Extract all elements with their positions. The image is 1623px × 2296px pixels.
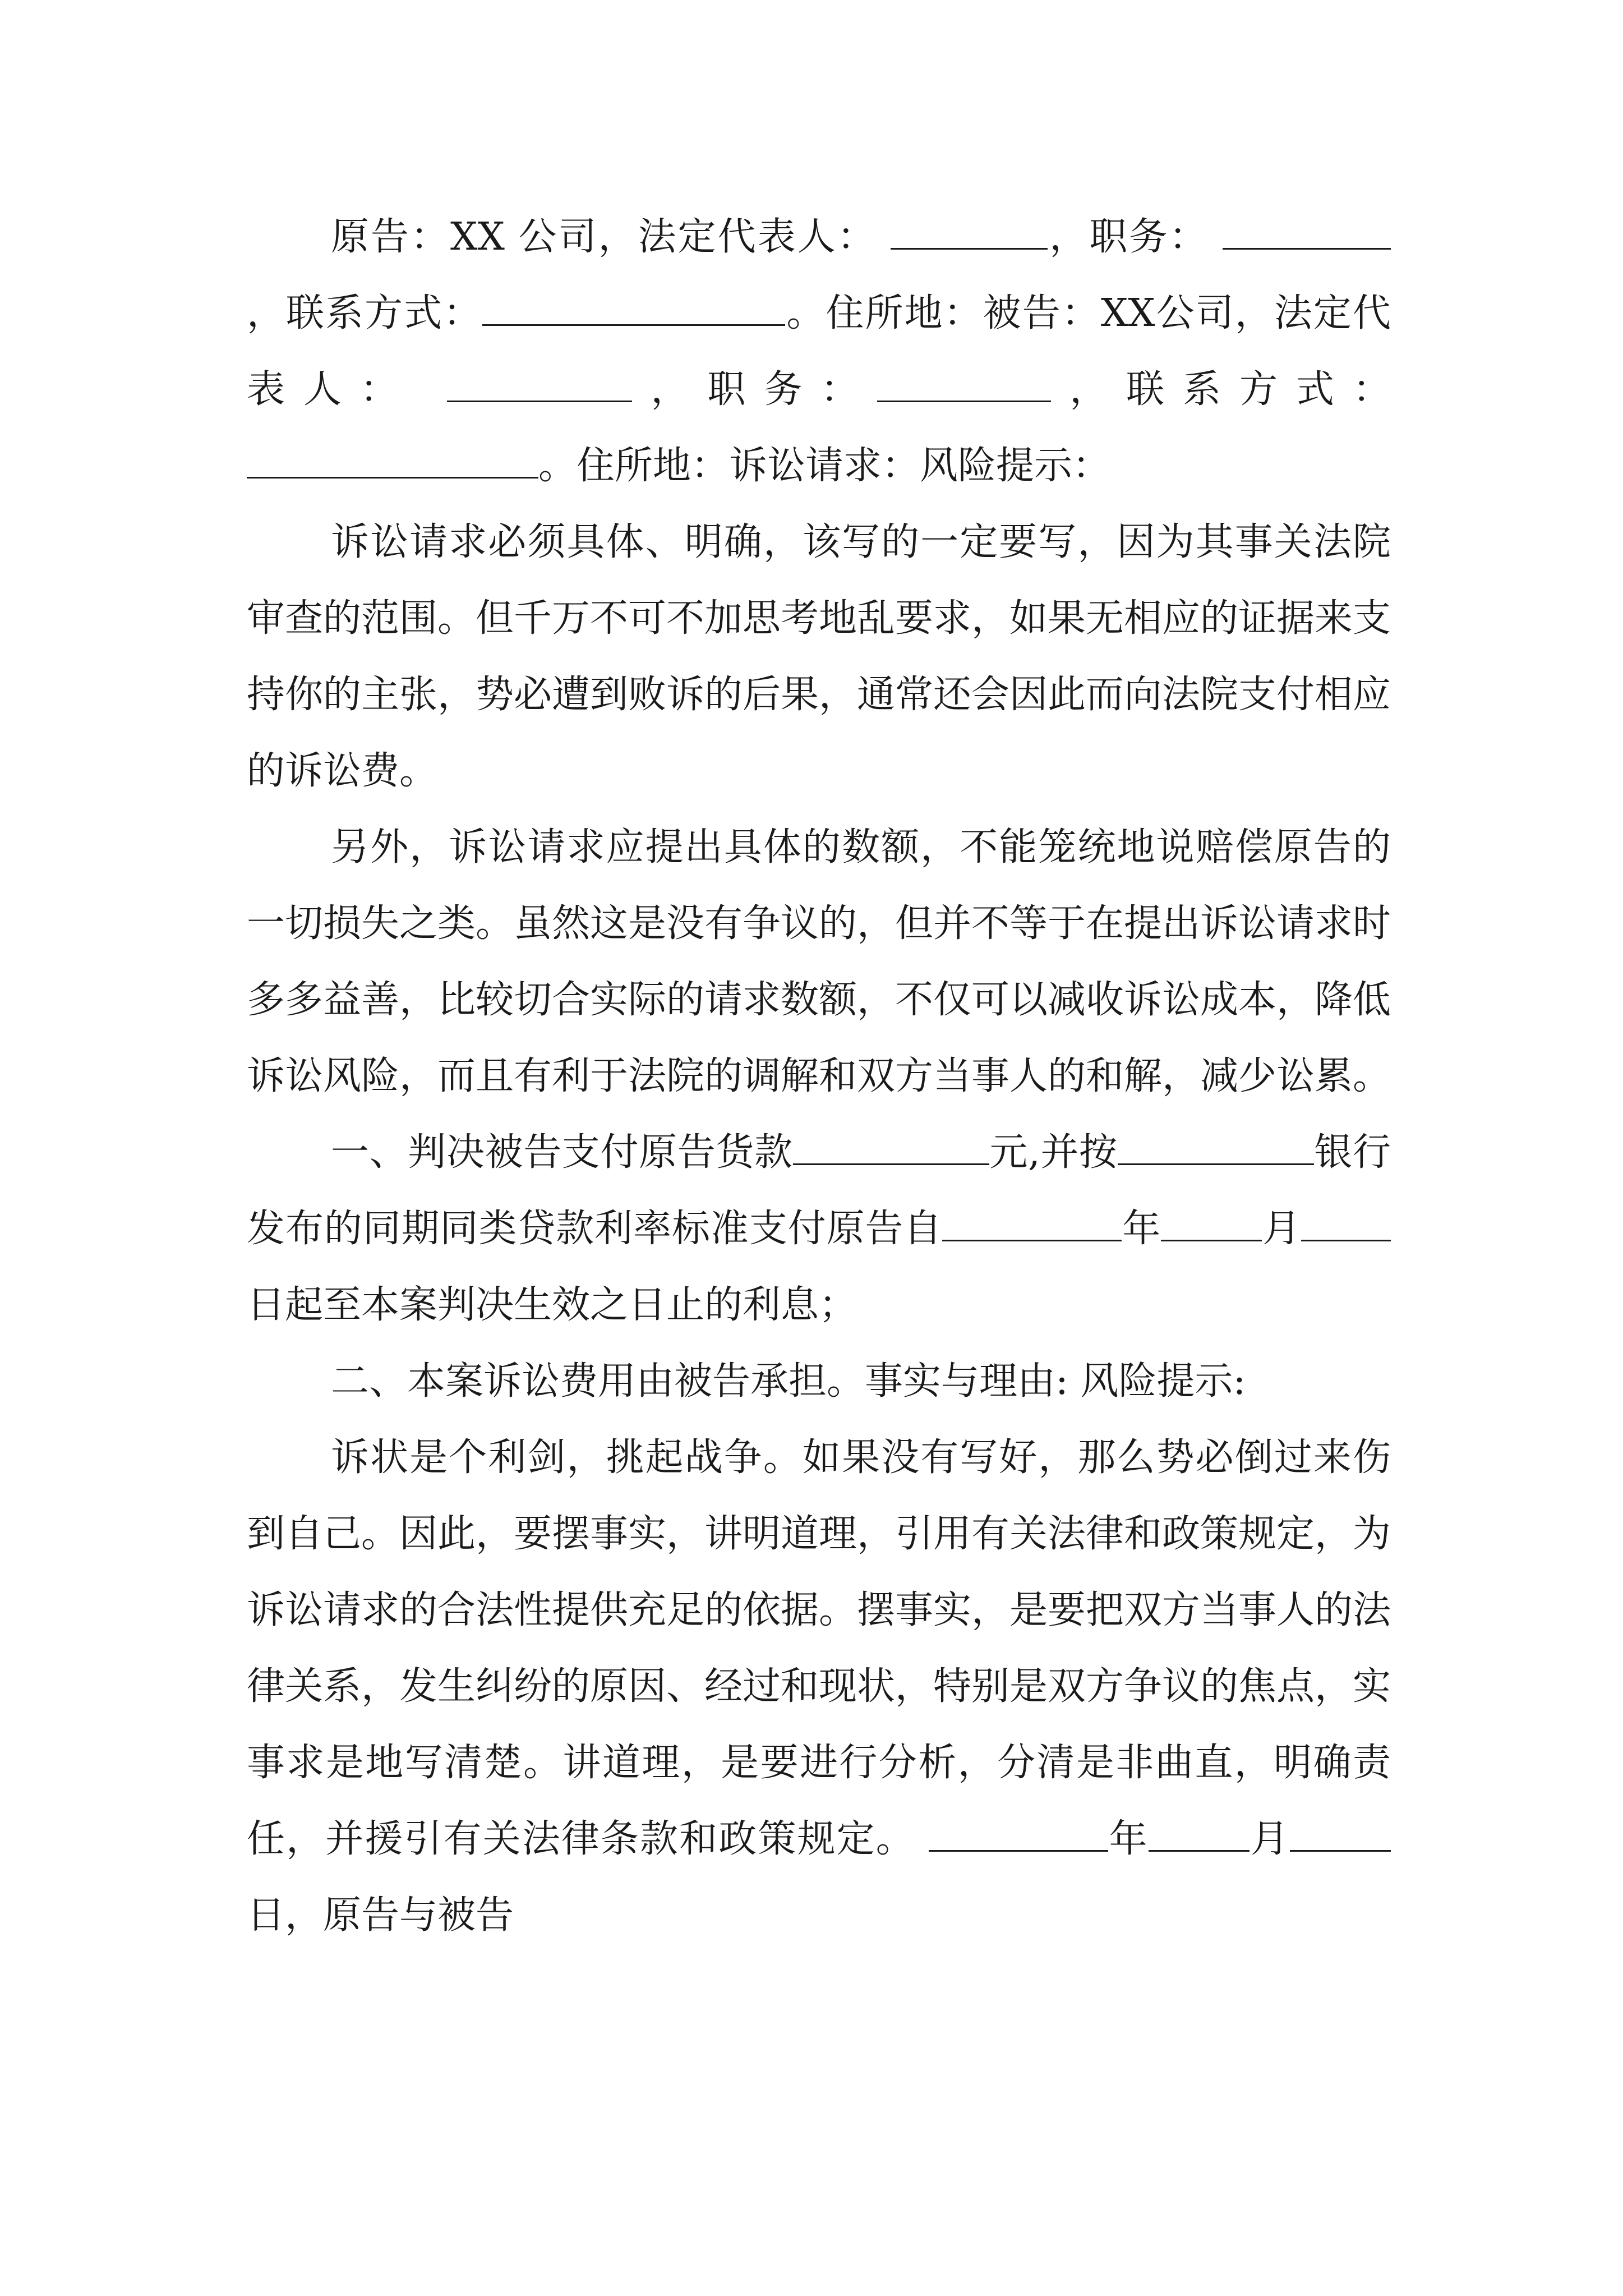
blank-facts-day — [1290, 1816, 1391, 1852]
blank-defendant-representative — [447, 367, 632, 402]
blank-defendant-contact — [247, 443, 538, 478]
paragraph-claims-advice: 诉讼请求必须具体、明确，该写的一定要写，因为其事关法院审查的范围。但千万不可不加思考地乱要求，如果无相应的证据来支持你的主张，势必遭到败诉的后果，通常还会因此而向法院支付相应的诉讼费。 — [247, 520, 1391, 793]
facts-text-2: 日，原告与被告 — [247, 1893, 514, 1938]
document-body — [247, 199, 1391, 1954]
blank-plaintiff-position — [1223, 214, 1391, 250]
blank-facts-year — [929, 1816, 1108, 1852]
month-label: 月 — [1262, 1207, 1301, 1251]
claim-one-text-3: 银行发布的同期同类贷款利率标准支付原告自 — [247, 1130, 1391, 1251]
defendant-position-label: ，职务： — [632, 367, 878, 412]
blank-bank-name — [1118, 1130, 1314, 1165]
facts-text: 诉状是个利剑，挑起战争。如果没有写好，那么势必倒过来伤到自己。因此，要摆事实，讲明道理，引用有关法律和政策规定，为诉讼请求的合法性提供充足的依据。摆事实，是要把双方当事人的法律关系，发生纠纷的原因、经过和现状，特别是双方争议的焦点，实事求是地写清楚。讲道理，是要进行分析，分清是非曲直，明确责任，并援引有关法律条款和政策规定。 — [247, 1435, 1391, 1861]
defendant-label: 。住所地：被告：XX公司，法定代表人： — [247, 291, 1391, 412]
plaintiff-label: 原告：XX 公司，法定代表人： — [331, 215, 877, 259]
claims-label: 。住所地：诉讼请求：风险提示： — [538, 444, 1111, 488]
blank-facts-month — [1149, 1816, 1249, 1852]
paragraph-amount-advice: 另外，诉讼请求应提出具体的数额，不能笼统地说赔偿原告的一切损失之类。虽然这是没有争议的，但并不等于在提出诉讼请求时多多益善，比较切合实际的请求数额，不仅可以减收诉讼成本，降低诉讼风险，而且有利于法院的调解和双方当事人的和解，减少讼累。 — [247, 825, 1391, 1098]
blank-month — [1161, 1206, 1262, 1241]
claim-one-text: 一、判决被告支付原告货款 — [331, 1130, 793, 1175]
blank-defendant-position — [877, 367, 1051, 402]
blank-plaintiff-representative — [891, 214, 1048, 250]
claim-one-text-2: 元,并按 — [989, 1130, 1118, 1175]
paragraph-claim-one — [247, 1115, 1391, 1343]
facts-year-label: 年 — [1108, 1817, 1149, 1861]
year-label: 年 — [1122, 1207, 1161, 1251]
contact-label: ，联系方式： — [247, 291, 483, 335]
blank-plaintiff-contact — [482, 291, 785, 326]
defendant-contact-label: ，联系方式： — [1051, 367, 1391, 412]
position-label: ，职务： — [1048, 215, 1209, 259]
blank-year — [942, 1206, 1122, 1241]
blank-goods-amount — [793, 1130, 989, 1165]
paragraph-parties — [247, 199, 1391, 504]
paragraph-facts — [247, 1420, 1391, 1954]
paragraph-claim-two: 二、本案诉讼费用由被告承担。事实与理由: 风险提示: — [331, 1359, 1246, 1404]
claim-one-text-4: 日起至本案判决生效之日止的利息； — [247, 1283, 857, 1327]
facts-month-label: 月 — [1249, 1817, 1290, 1861]
blank-day — [1301, 1206, 1391, 1241]
